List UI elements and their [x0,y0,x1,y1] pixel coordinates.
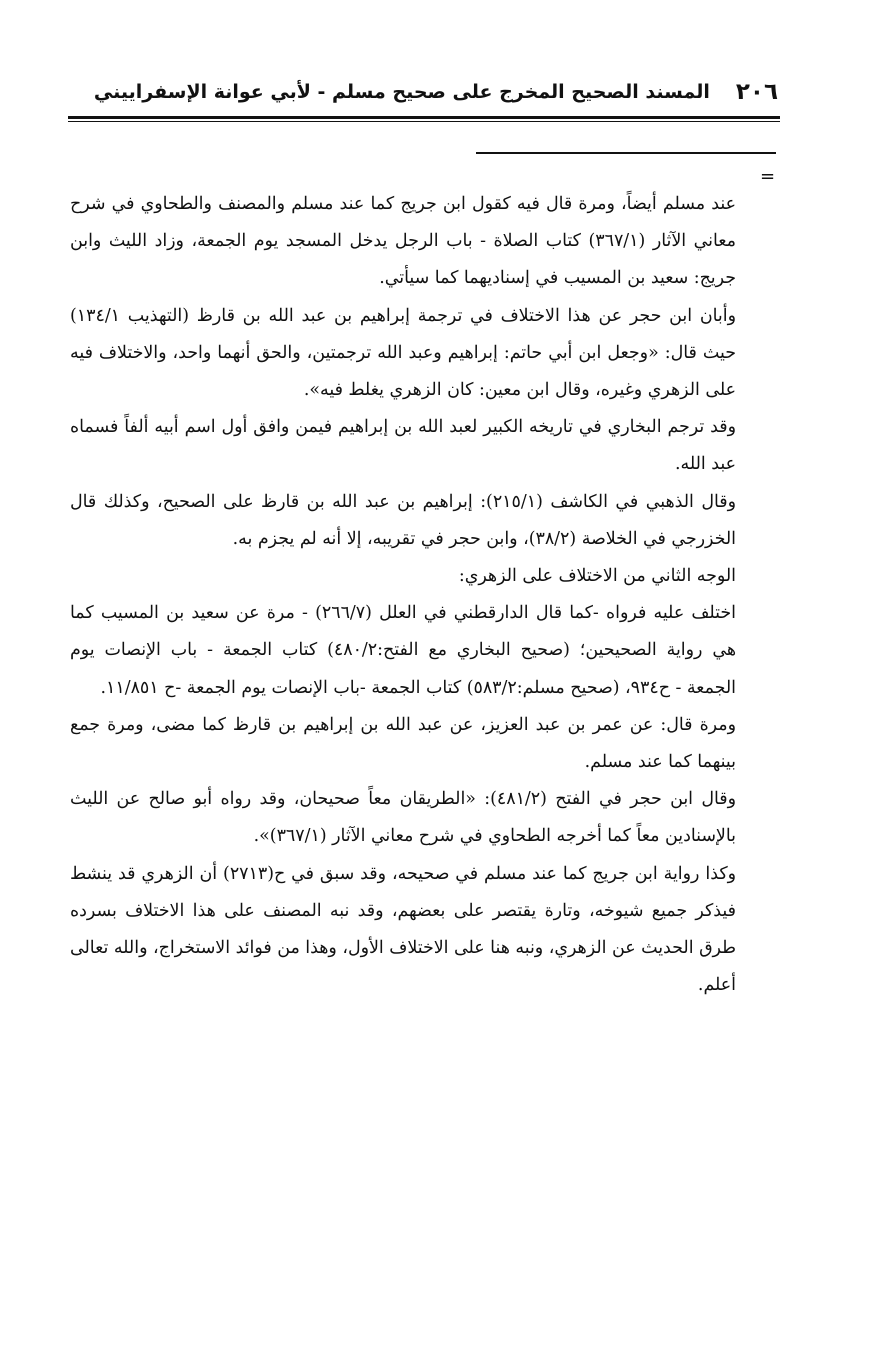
footnote-separator [476,152,776,154]
paragraph-7: ومرة قال: عن عمر بن عبد العزيز، عن عبد الله بن إبراهيم بن قارظ كما مضى، ومرة جمع بينهما كما عند مسلم. [70,714,736,773]
continuation-marker: = [760,166,776,187]
paragraph-2: وأبان ابن حجر عن هذا الاختلاف في ترجمة إبراهيم بن عبد الله بن قارظ (التهذيب ١٣٤/١) حيث قال: «وجعل ابن أبي حاتم: إبراهيم وعبد الله ترجمتين، والحق أنهما واحد، والاختلاف فيه على الزهري وغيره، وقال ابن معين: كان الزهري يغلط فيه». [70,305,736,401]
header-rule-thick [68,116,780,119]
paragraph-6: اختلف عليه فرواه -كما قال الدارقطني في العلل (٢٦٦/٧) - مرة عن سعيد بن المسيب كما هي رواية الصحيحين؛ (صحيح البخاري مع الفتح:٤٨٠/٢) كتاب الجمعة - باب الإنصات يوم الجمعة - ح٩٣٤، (صحيح مسلم:٥٨٣/٢) كتاب الجمعة -باب الإنصات يوم الجمعة -ح ١١/٨٥١. [70,603,736,698]
header-rule-thin [68,121,780,122]
footnote-text [70,186,736,1326]
page-header [68,70,778,114]
paragraph-4: وقال الذهبي في الكاشف (٢١٥/١): إبراهيم بن عبد الله بن قارظ على الصحيح، وكذلك قال الخزرجي في الخلاصة (٣٨/٢)، وابن حجر في تقريبه، إلا أنه لم يجزم به. [70,491,736,549]
paragraph-5-heading: الوجه الثاني من الاختلاف على الزهري: [458,566,736,587]
running-title: المسند الصحيح المخرج على صحيح مسلم - لأبي عوانة الإسفراييني [93,81,710,103]
paragraph-1: عند مسلم أيضاً، ومرة قال فيه كقول ابن جريج كما عند مسلم والمصنف والطحاوي في شرح معاني الآثار (٣٦٧/١) كتاب الصلاة - باب الرجل يدخل المسجد يوم الجمعة، وزاد الليث وابن جريج: سعيد بن المسيب في إسناديهما كما سيأتي. [70,194,736,289]
paragraph-8: وقال ابن حجر في الفتح (٤٨١/٢): «الطريقان معاً صحيحان، وقد رواه أبو صالح عن الليث بالإسنادين معاً كما أخرجه الطحاوي في شرح معاني الآثار (٣٦٧/١)». [70,789,736,847]
paragraph-3: وقد ترجم البخاري في تاريخه الكبير لعبد الله بن إبراهيم فيمن وافق أول اسم أبيه ألفاً فسماه عبد الله. [70,417,736,475]
page-number: ٢٠٦ [735,79,778,105]
paragraph-9: وكذا رواية ابن جريج كما عند مسلم في صحيحه، وقد سبق في ح(٢٧١٣) أن الزهري قد ينشط فيذكر جميع شيوخه، وتارة يقتصر على بعضهم، وقد نبه المصنف على هذا الاختلاف بسرده طرق الحديث عن الزهري، ونبه هنا على الاختلاف الأول، وهذا من فوائد الاستخراج، والله تعالى أعلم. [70,863,737,996]
